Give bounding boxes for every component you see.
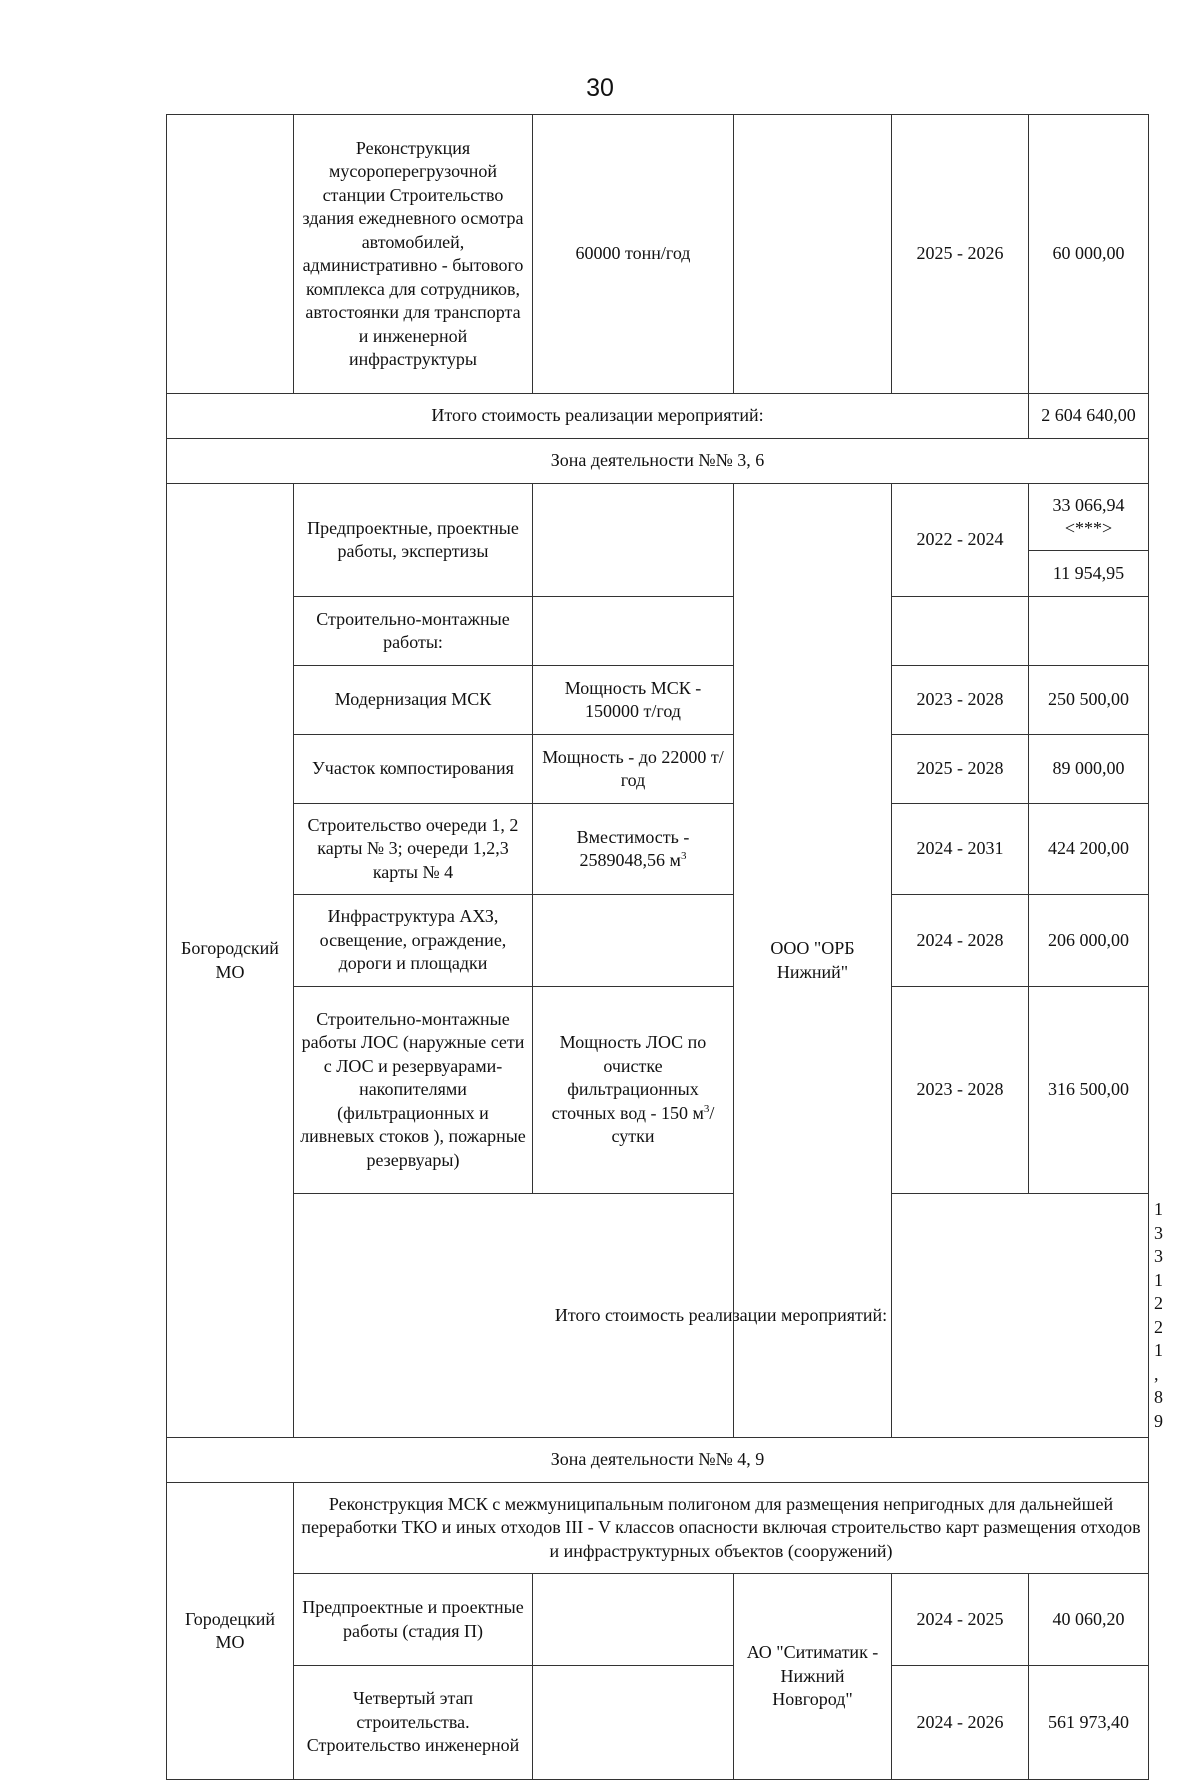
cost-cell: 89 000,00: [1029, 735, 1149, 804]
page-number: 30: [586, 74, 614, 102]
table-row: [167, 484, 1149, 551]
operator-cell: АО "Ситиматик - Нижний Новгород": [734, 1574, 892, 1780]
measure-cell: Участок компостирования: [294, 735, 533, 804]
measure-cell: Реконструкция мусороперегрузочной станции Строительство здания ежедневного осмотра автомобилей, административно - бытового комплекса для сотрудников, автостоянки для транспорта и инженерной инфраструктуры: [294, 115, 533, 394]
period-cell: 2022 - 2024: [892, 484, 1029, 597]
measure-cell: Предпроектные, проектные работы, экспертизы: [294, 484, 533, 597]
capacity-cell: [533, 1574, 734, 1666]
municipality-cell: Богородский МО: [167, 484, 294, 1438]
cost-cell: 11 954,95: [1029, 551, 1149, 597]
table-row: [167, 735, 1149, 804]
period-cell: 2024 - 2031: [892, 804, 1029, 895]
total-row: Итого стоимость реализации мероприятий: 1 331 221,89: [167, 1194, 1149, 1438]
capacity-text: Мощность ЛОС по очистке фильтрационных сточных вод - 150 м: [551, 1032, 707, 1123]
cost-cell: 424 200,00: [1029, 804, 1149, 895]
table-row: [167, 115, 1149, 394]
cost-cell: [1029, 484, 1149, 551]
cost-cell: 316 500,00: [1029, 987, 1149, 1194]
cost-note: <***>: [1064, 518, 1113, 538]
period-cell: 2025 - 2028: [892, 735, 1029, 804]
measure-cell: Строительно-монтажные работы:: [294, 597, 533, 666]
municipality-cell: Городецкий МО: [167, 1483, 294, 1780]
total-row: [167, 394, 1149, 439]
measure-cell: Предпроектные и проектные работы (стадия П): [294, 1574, 533, 1666]
capacity-cell: [533, 987, 734, 1194]
total-label: Итого стоимость реализации мероприятий:: [294, 1194, 1149, 1438]
zone-row: [167, 1438, 1149, 1483]
period-cell: 2024 - 2028: [892, 895, 1029, 987]
total-value: 2 604 640,00: [1029, 394, 1149, 439]
zone-header: Зона деятельности №№ 4, 9: [167, 1438, 1149, 1483]
capacity-cell: [533, 895, 734, 987]
zone-row: [167, 439, 1149, 484]
capacity-cell: Мощность - до 22000 т/год: [533, 735, 734, 804]
capacity-unit: /сутки: [611, 1102, 715, 1147]
cost-cell: 250 500,00: [1029, 666, 1149, 735]
capacity-cell: [533, 484, 734, 597]
municipality-cell: [167, 115, 294, 394]
total-label: Итого стоимость реализации мероприятий:: [167, 394, 1029, 439]
capacity-cell: [533, 597, 734, 666]
capacity-cell: [533, 804, 734, 895]
operator-cell: ООО "ОРБ Нижний": [734, 484, 892, 1438]
measure-cell: Четвертый этап строительства. Строительство инженерной: [294, 1666, 533, 1780]
capacity-cell: Мощность МСК - 150000 т/год: [533, 666, 734, 735]
table-row: [167, 666, 1149, 735]
cost-cell: 206 000,00: [1029, 895, 1149, 987]
measure-cell: Строительно-монтажные работы ЛОС (наружные сети с ЛОС и резервуарами-накопителями (фильтрационных и ливневых стоков ), пожарные резервуары): [294, 987, 533, 1194]
cost-value: 33 066,94: [1052, 494, 1125, 515]
project-title: Реконструкция МСК с межмуниципальным полигоном для размещения непригодных для дальнейшей переработки ТКО и иных отходов III - V классов опасности включая строительство карт размещения отходов и инфраструктурных объектов (сооружений): [294, 1483, 1149, 1574]
cost-cell: 561 973,40: [1029, 1666, 1149, 1780]
investment-table: [166, 114, 1163, 1780]
measure-cell: Строительство очереди 1, 2 карты № 3; очереди 1,2,3 карты № 4: [294, 804, 533, 895]
table-row: [167, 1483, 1149, 1574]
cost-cell: 60 000,00: [1029, 115, 1149, 394]
table-row: [167, 1666, 1149, 1780]
period-cell: 2023 - 2028: [892, 666, 1029, 735]
table-row: [167, 895, 1149, 987]
period-cell: [892, 597, 1029, 666]
capacity-text: Вместимость - 2589048,56 м: [576, 826, 690, 870]
capacity-cell: [533, 1666, 734, 1780]
operator-cell: [734, 115, 892, 394]
period-cell: 2025 - 2026: [892, 115, 1029, 394]
table-row: [167, 804, 1149, 895]
table-row: [167, 1574, 1149, 1666]
period-cell: 2024 - 2026: [892, 1666, 1029, 1780]
period-cell: 2023 - 2028: [892, 987, 1029, 1194]
cost-cell: [1029, 597, 1149, 666]
table-row: [167, 987, 1149, 1194]
period-cell: 2024 - 2025: [892, 1574, 1029, 1666]
zone-header: Зона деятельности №№ 3, 6: [167, 439, 1149, 484]
table-row: [167, 597, 1149, 666]
measure-cell: Модернизация МСК: [294, 666, 533, 735]
capacity-cell: 60000 тонн/год: [533, 115, 734, 394]
measure-cell: Инфраструктура АХЗ, освещение, ограждение, дороги и площадки: [294, 895, 533, 987]
unit-superscript: 3: [703, 1102, 710, 1115]
unit-superscript: 3: [680, 850, 687, 862]
cost-cell: 40 060,20: [1029, 1574, 1149, 1666]
